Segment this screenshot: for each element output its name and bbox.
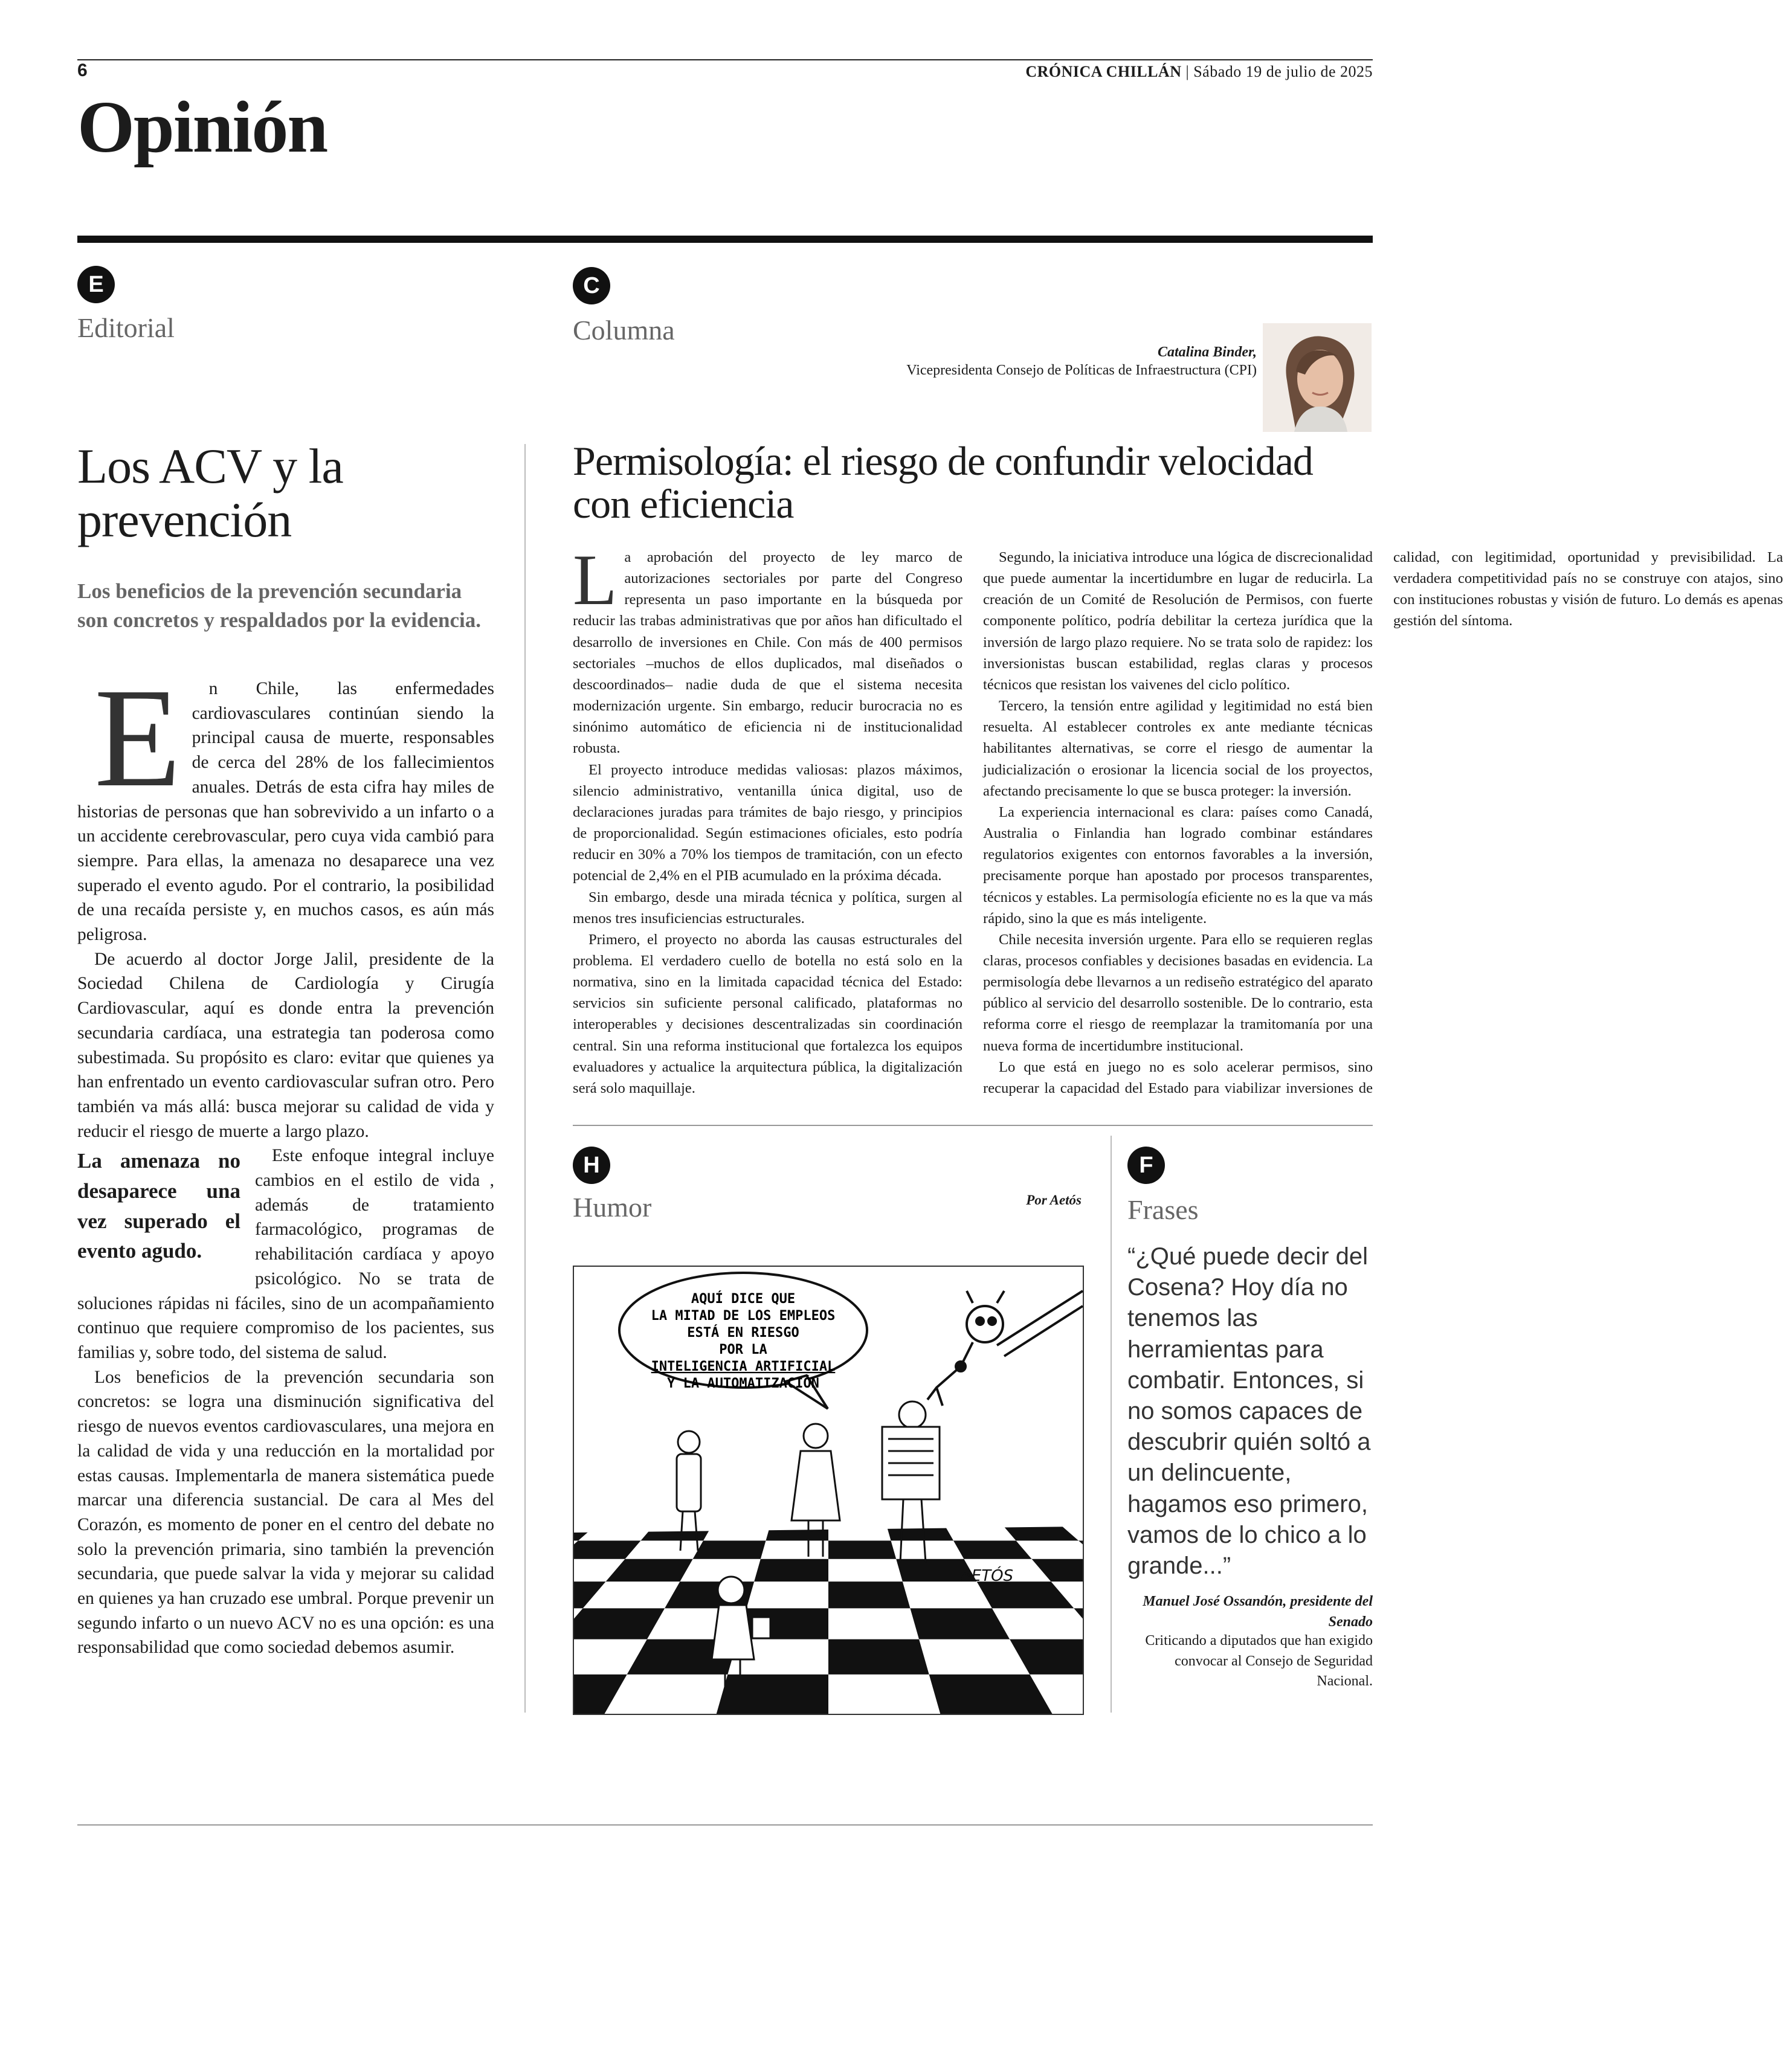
frases-kicker: Frases: [1127, 1194, 1199, 1225]
section-title: Opinión: [77, 86, 327, 168]
editorial-paragraph-3-text: Este enfoque integral incluye cambios en el estilo de vida , además de tratamiento farmacológico, programas de rehabilitación cardíaca y apoyo psicológico. No se trata de soluciones rápidas ni fáciles, sino de un acompañamiento continuo que requiere compromiso de los pacientes, sus familias y, sobre todo, del sistema de salud.: [77, 1146, 494, 1362]
column-paragraph-4: [573, 929, 962, 1099]
column-badge: C: [573, 267, 610, 304]
publication-name: CRÓNICA CHILLÁN: [1025, 63, 1182, 80]
publication-date: Sábado 19 de julio de 2025: [1193, 63, 1373, 80]
column-body: [573, 539, 1783, 1115]
editorial-kicker: Editorial: [77, 312, 175, 343]
chess-square: [828, 1639, 929, 1675]
editorial-paragraph-2-text: De acuerdo al doctor Jorge Jalil, presidente de la Sociedad Chilena de Cardiología y Cirugía Cardiovascular, aquí es donde entra la prevención secundaria cardíaca, una estrategia tan poderosa como subestimada. Su propósito es claro: evitar que quienes ya han enfrentado un evento cardiovascular sufran otro. Pero también va más allá: busca mejorar su calidad de vida y reducir el riesgo de muerte a largo plazo.: [77, 949, 494, 1141]
editorial-paragraph-1-text: n Chile, las enfermedades cardiovasculares continúan siendo la principal causa de muerte, responsables de cerca del 28% de los fallecimientos anuales. Detrás de esta cifra hay miles de historias de personas que han sobrevivido a un infarto o a un accidente cerebrovascular, pero cuya vida cambió para siempre. Para ellas, la amenaza no desaparece una vez superado el evento agudo. Por el contrario, la posibilidad de una recaída persiste y, en muchos casos, es aún más peligrosa.: [77, 679, 494, 945]
chess-square: [754, 1559, 828, 1581]
frases-author: Manuel José Ossandón, presidente del Senado: [1143, 1594, 1373, 1630]
column-headline: Permisología: el riesgo de confundir velocidad con eficiencia: [573, 438, 1313, 527]
bubble-line-3: ESTÁ EN RIESGO: [687, 1325, 799, 1340]
humor-badge: H: [573, 1147, 610, 1184]
column-paragraph-7: [983, 802, 1373, 929]
editorial-badge: E: [77, 266, 115, 303]
editorial-dropcap: E: [94, 659, 181, 816]
top-rule: [77, 59, 1373, 60]
editorial-pullquote: La amenaza no desaparece una vez superado el evento agudo.: [77, 1149, 240, 1263]
humor-credit: Por Aetós: [1026, 1192, 1082, 1208]
bubble-line-2: LA MITAD DE LOS EMPLEOS: [651, 1308, 836, 1324]
chess-square: [1010, 1639, 1130, 1675]
author-portrait-icon: [1263, 323, 1372, 432]
column-author-name: Catalina Binder,: [1157, 344, 1257, 360]
cartoon: [573, 1266, 1084, 1715]
chess-square: [693, 1540, 766, 1559]
bubble-line-6: Y LA AUTOMATIZACIÓN: [667, 1376, 819, 1391]
masthead-separator: |: [1185, 63, 1194, 80]
column-paragraph-2: [573, 759, 962, 887]
column-paragraph-7-text: La experiencia internacional es clara: países como Canadá, Australia o Finlandia han logrado combinar estándares regulatorios exigentes con entornos favorables a la inversión, precisamente porque han apostado por procesos transparentes, técnicos y estables. La permisología eficiente no es la que va más rápido, sino la que es más inteligente.: [983, 803, 1373, 927]
speech-bubble: [619, 1273, 867, 1409]
frases-badge: F: [1127, 1147, 1165, 1184]
editorial-paragraph-4-text: Los beneficios de la prevención secundaria son concretos: se logra una disminución significativa del riesgo de nuevos eventos cardiovasculares, una mejora en la calidad de vida y una reducción en la mortalidad por estas causas. Implementarla de manera sistemática puede marcar una diferencia sustancial. De cara al Mes del Corazón, es momento de poner en el centro del debate no solo la prevención primaria, sino también la prevención secundaria, que puede salvar la vida y mejorar su calidad en quienes ya han cruzado ese umbral. Porque prevenir un segundo infarto o un nuevo ACV no es una opción: es una responsabilidad que como sociedad debemos asumir.: [77, 1367, 494, 1658]
chess-square: [492, 1675, 627, 1714]
editorial-paragraph-4: [77, 1365, 494, 1660]
masthead: [1025, 63, 1373, 81]
column-divider: [524, 444, 526, 1713]
column-author-block: [906, 344, 1257, 380]
column-paragraph-3: [573, 887, 962, 929]
bubble-line-5: INTELIGENCIA ARTIFICIAL: [651, 1359, 836, 1374]
cartoon-illustration: [574, 1267, 1083, 1714]
column-dropcap: L: [573, 539, 617, 620]
section-rule: [77, 236, 1373, 243]
column-paragraph-4-text: Primero, el proyecto no aborda las causas estructurales del problema. El verdadero cuello de botella no está solo en la normativa, sino en la limitada capacidad técnica del Estado: servicios sin suficiente personal calificado, plataformas no interoperables y decisiones descentralizadas sin coordinación central. Sin una reforma institucional que fortalezca los equipos evaluadores y actualice la arquitectura pública, la digitalización será solo maquillaje.: [573, 931, 962, 1096]
bubble-line-1: AQUÍ DICE QUE: [691, 1292, 796, 1307]
frases-divider: [1111, 1136, 1112, 1713]
chess-square: [828, 1581, 910, 1608]
chess-square: [556, 1608, 665, 1639]
column-paragraph-2-text: El proyecto introduce medidas valiosas: plazos máximos, silencio administrativo, ventanilla única digital, uso de declaraciones juradas para trámites de bajo riesgo, y principios de proporcionalidad. Según estimaciones oficiales, esto podría reducir en 30% a 70% los tiempos de tramitación, con un efecto potencial de 2,4% en el PIB acumulado en la próxima década.: [573, 761, 962, 884]
column-paragraph-5: [983, 547, 1373, 695]
column-paragraph-1: [573, 539, 962, 759]
page-number: 6: [77, 60, 88, 80]
column-paragraph-9-text: Lo que está en juego no es solo acelerar permisos, sino recuperar la capacidad del Estado para viabilizar inversiones de calidad, con legitimidad, oportunidad y previsibilidad. La verdadera competitividad país no se construye con atajos, sino con instituciones robustas y visión de futuro. Lo demás es apenas gestión del síntoma.: [983, 549, 1783, 1096]
editorial-body: [77, 659, 494, 1716]
column-paragraph-1-text: a aprobación del proyecto de ley marco de autorizaciones sectoriales por parte del Congreso representa un paso importante en la búsqueda por reducir las trabas administrativas que por años han dificultado el desarrollo de inversiones en Chile. Con más de 400 permisos sectoriales –muchos de ellos duplicados, mal diseñados o descoordinados– nadie duda de que el sistema necesita modernización urgente. Sin embargo, reducir burocracia no es sinónimo automático de eficiencia ni de institucionalidad robusta.: [573, 549, 962, 757]
column-paragraph-5-text: Segundo, la iniciativa introduce una lógica de discrecionalidad que puede aumentar la incertidumbre en lugar de reducirla. La creación de un Comité de Resolución de Permisos, con fuerte componente político, podría debilitar la certeza jurídica que la inversión de largo plazo requiere. No se trata solo de rapidez: los inversionistas buscan estabilidad, reglas claras y procesos técnicos que resistan los vaivenes del ciclo político.: [983, 549, 1373, 693]
column-paragraph-8: [983, 929, 1373, 1057]
column-bottom-rule: [573, 1125, 1373, 1126]
chess-square: [887, 1527, 953, 1540]
footer-rule: [77, 1824, 1373, 1826]
robot-arm-icon: [927, 1291, 1083, 1406]
chess-square: [717, 1675, 828, 1714]
frases-context: Criticando a diputados que han exigido convocar al Consejo de Seguridad Nacional.: [1145, 1633, 1373, 1690]
column-author-role: Vicepresidenta Consejo de Políticas de Infraestructura (CPI): [906, 362, 1257, 378]
column-paragraph-6-text: Tercero, la tensión entre agilidad y legitimidad no está bien resuelta. Al establecer controles ex ante mediante técnicas habilitantes alternativas, se corre el riesgo de aumentar la judicialización o erosionar la licencia social de los proyectos, afectando precisamente lo que se busca proteger: la inversión.: [983, 698, 1373, 799]
column-paragraph-6: [983, 695, 1373, 802]
editorial-headline: Los ACV y la prevención: [77, 439, 343, 547]
bubble-line-4: POR LA: [719, 1342, 767, 1357]
chess-square: [766, 1527, 828, 1540]
chess-square: [828, 1540, 896, 1559]
cartoon-signature: AETÓS: [961, 1567, 1014, 1585]
editorial-paragraph-2: [77, 947, 494, 1144]
column-paragraph-3-text: Sin embargo, desde una mirada técnica y política, surgen al menos tres insuficiencias estructurales.: [573, 889, 962, 927]
column-paragraph-8-text: Chile necesita inversión urgente. Para ello se requieren reglas claras, procesos confiables y decisiones basadas en evidencia. La permisología debe llevarnos a un rediseño estratégico del aparato público al servicio del desarrollo sostenible. De lo contrario, esta reforma corre el riesgo de reemplazar la tramitomanía por una nueva forma de incertidumbre institucional.: [983, 931, 1373, 1054]
frases-quote: “¿Qué puede decir del Cosena? Hoy día no tenemos las herramientas para combatir. Entonces, si no somos capaces de descubrir quién soltó a un delincuente, hagamos eso primero, vamos de lo chico a lo grande...”: [1127, 1243, 1371, 1579]
column-kicker: Columna: [573, 315, 675, 346]
editorial-lead: Los beneficios de la prevención secundaria son concretos y respaldados por la evidencia.: [77, 579, 481, 632]
chess-square: [640, 1527, 711, 1540]
editorial-paragraph-1: [77, 659, 494, 947]
humor-kicker: Humor: [573, 1192, 652, 1223]
column-author-photo: [1263, 323, 1372, 432]
